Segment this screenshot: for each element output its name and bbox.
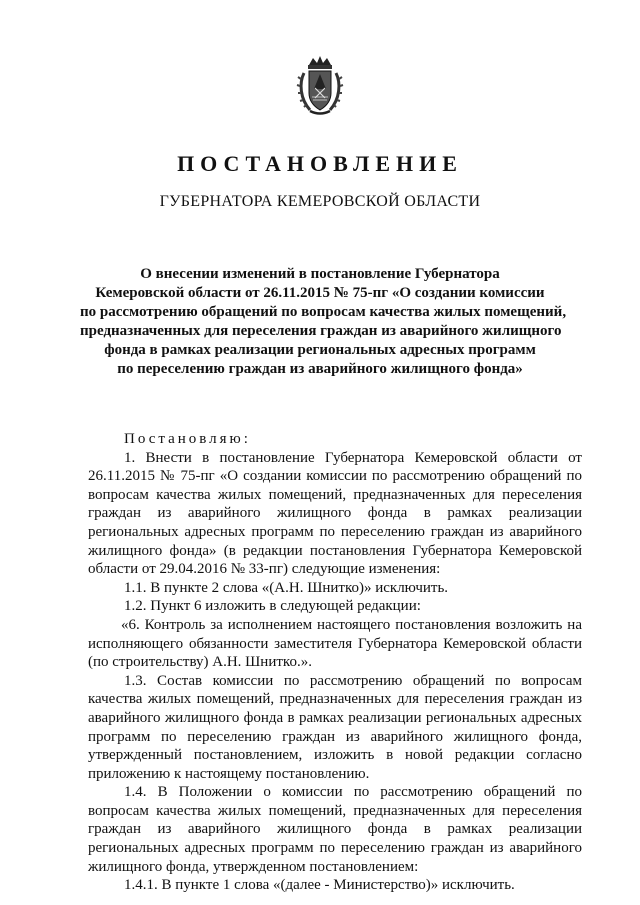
subject-line: фонда в рамках реализации региональных адресных программ <box>104 342 536 358</box>
paragraph-1-4: 1.4. В Положении о комиссии по рассмотрению обращений по вопросам качества жилых помещений, предназначенных для переселения граждан из аварийного жилищного фонда в рамках реализации региональных адресных программ по переселению граждан из аварийного жилищного фонда, утвержденном постановлением: <box>88 784 582 875</box>
kemerovo-coat-of-arms-icon <box>295 55 345 117</box>
subject-line: по переселению граждан из аварийного жилищного фонда» <box>117 361 523 377</box>
document-title: ПОСТАНОВЛЕНИЕ <box>177 151 463 176</box>
document-issuer: ГУБЕРНАТОРА КЕМЕРОВСКОЙ ОБЛАСТИ <box>159 193 481 210</box>
subject-line: предназначенных для переселения граждан из аварийного жилищного <box>80 323 562 339</box>
paragraph-1-3: 1.3. Состав комиссии по рассмотрению обращений по вопросам качества жилых помещений, предназначенных для переселения граждан из аварийного жилищного фонда в рамках реализации региональных адресных программ по переселению граждан из аварийного жилищного фонда, утвержденный постановлением, изложить в новой редакции согласно приложению к настоящему постановлению. <box>88 672 582 782</box>
paragraph-6-quote: «6. Контроль за исполнением настоящего постановления возложить на исполняющего обязанности заместителя Губернатора Кемеровской области (по строительству) А.Н. Шнитко.». <box>88 616 582 671</box>
paragraph-1-1: 1.1. В пункте 2 слова «(А.Н. Шнитко)» исключить. <box>124 579 449 596</box>
paragraph-1-2: 1.2. Пункт 6 изложить в следующей редакции: <box>124 598 421 615</box>
paragraph-1: 1. Внести в постановление Губернатора Кемеровской области от 26.11.2015 № 75-пг «О создании комиссии по рассмотрению обращений по вопросам качества жилых помещений, предназначенных для переселения граждан из аварийного жилищного фонда в рамках реализации региональных адресных программ по переселению граждан из аварийного жилищного фонда» (в редакции постановления Губернатора Кемеровской области от 29.04.2016 № 33-пг) следующие изменения: <box>88 449 582 578</box>
document-subject <box>80 265 567 379</box>
document-body <box>88 430 582 895</box>
paragraph-1-4-1: 1.4.1. В пункте 1 слова «(далее - Министерство)» исключить. <box>124 877 515 894</box>
subject-line: О внесении изменений в постановление Губернатора <box>140 266 500 282</box>
subject-line: по рассмотрению обращений по вопросам качества жилых помещений, <box>80 304 567 320</box>
subject-line: Кемеровской области от 26.11.2015 № 75-пг «О создании комиссии <box>95 285 545 301</box>
resolve-phrase: Постановляю: <box>124 431 251 447</box>
